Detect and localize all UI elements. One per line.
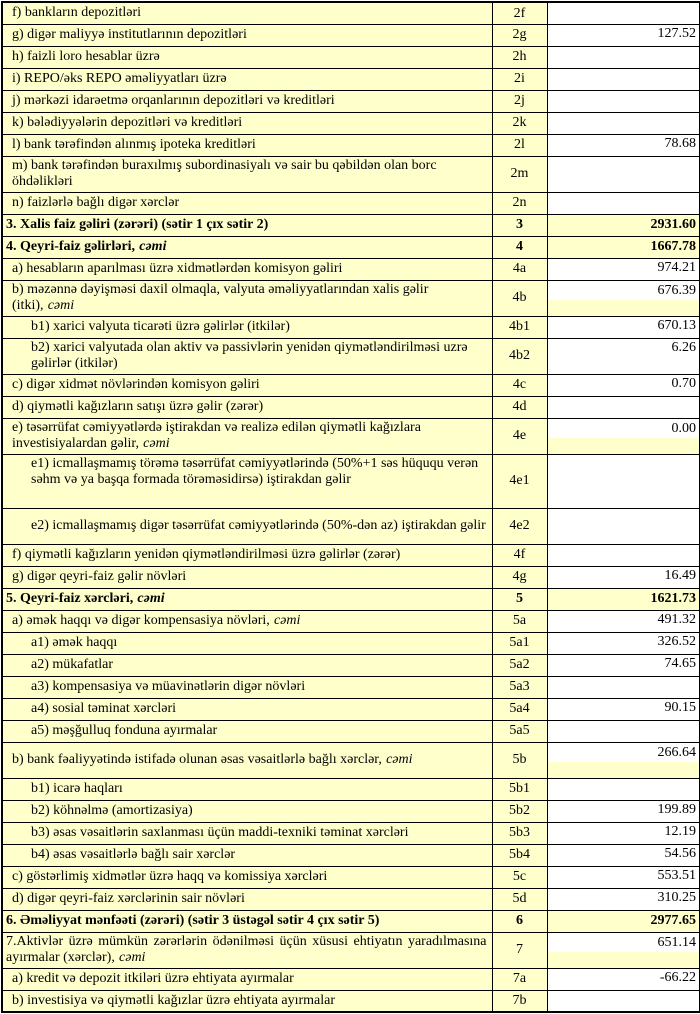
table-row bbox=[2, 316, 700, 338]
label-italic-suffix: cəmi bbox=[119, 950, 146, 966]
table-row bbox=[2, 888, 700, 910]
row-label bbox=[2, 632, 492, 654]
label-text: b1) xarici valyuta ticarəti üzrə gəlirlər (itkilər) bbox=[31, 318, 290, 334]
row-value: 491.32 bbox=[547, 610, 700, 632]
row-value: 54.56 bbox=[547, 844, 700, 866]
row-code: 5b bbox=[492, 742, 547, 778]
row-value: 974.21 bbox=[547, 258, 700, 280]
row-label bbox=[2, 610, 492, 632]
table-row bbox=[2, 720, 700, 742]
row-label bbox=[2, 374, 492, 396]
label-text: 5. Qeyri-faiz xərcləri, bbox=[6, 590, 134, 606]
row-code: 4 bbox=[492, 236, 547, 258]
label-text: b2) köhnəlmə (amortizasiya) bbox=[31, 802, 193, 818]
row-code: 3 bbox=[492, 214, 547, 236]
row-code: 2k bbox=[492, 112, 547, 134]
label-text: n) faizlərlə bağlı digər xərclər bbox=[12, 194, 180, 210]
row-code: 5d bbox=[492, 888, 547, 910]
row-label bbox=[2, 280, 492, 316]
label-text: h) faizli loro hesablar üzrə bbox=[12, 48, 160, 64]
row-value bbox=[547, 990, 700, 1012]
table-row bbox=[2, 508, 700, 544]
row-code: 5b2 bbox=[492, 800, 547, 822]
row-value bbox=[547, 508, 700, 544]
label-text: a3) kompensasiya və müavinətlərin digər növləri bbox=[31, 678, 306, 694]
table-row bbox=[2, 866, 700, 888]
row-value: 78.68 bbox=[547, 134, 700, 156]
label-text: a) hesabların aparılması üzrə xidmətlərdən komisyon gəliri bbox=[12, 260, 343, 276]
row-value bbox=[547, 112, 700, 134]
value-box: 266.64 bbox=[548, 743, 700, 762]
row-label bbox=[2, 720, 492, 742]
row-value bbox=[547, 544, 700, 566]
row-code: 2m bbox=[492, 156, 547, 192]
table-row bbox=[2, 418, 700, 454]
table-row bbox=[2, 968, 700, 990]
row-code: 5a bbox=[492, 610, 547, 632]
row-label bbox=[2, 46, 492, 68]
row-label bbox=[2, 134, 492, 156]
row-code: 5b4 bbox=[492, 844, 547, 866]
table-row bbox=[2, 610, 700, 632]
row-value bbox=[547, 68, 700, 90]
row-code: 2n bbox=[492, 192, 547, 214]
row-value bbox=[547, 156, 700, 192]
row-label bbox=[2, 888, 492, 910]
label-text: b) məzənnə dəyişməsi daxil olmaqla, valyuta əməliyyatlarından xalis gəlir (itki), bbox=[12, 281, 429, 314]
row-value bbox=[547, 280, 700, 316]
row-code: 5a2 bbox=[492, 654, 547, 676]
row-label bbox=[2, 742, 492, 778]
row-label bbox=[2, 214, 492, 236]
label-italic-suffix: cəmi bbox=[273, 612, 301, 628]
row-value bbox=[547, 90, 700, 112]
value-box: 676.39 bbox=[548, 281, 700, 300]
row-label bbox=[2, 910, 492, 932]
table-row bbox=[2, 544, 700, 566]
label-text: a4) sosial təminat xərcləri bbox=[31, 700, 176, 716]
row-code: 4d bbox=[492, 396, 547, 418]
row-code: 4b2 bbox=[492, 338, 547, 374]
row-code: 2h bbox=[492, 46, 547, 68]
row-value: 12.19 bbox=[547, 822, 700, 844]
row-code: 5a5 bbox=[492, 720, 547, 742]
table-row bbox=[2, 566, 700, 588]
row-code: 4c bbox=[492, 374, 547, 396]
row-value bbox=[547, 742, 700, 778]
row-value bbox=[547, 454, 700, 508]
table-row bbox=[2, 24, 700, 46]
table-row bbox=[2, 156, 700, 192]
table-row bbox=[2, 800, 700, 822]
row-value bbox=[547, 192, 700, 214]
row-code: 4e2 bbox=[492, 508, 547, 544]
row-code: 5a4 bbox=[492, 698, 547, 720]
table-row bbox=[2, 990, 700, 1012]
label-italic-suffix: cəmi bbox=[137, 590, 165, 606]
row-code: 4b1 bbox=[492, 316, 547, 338]
row-value: -66.22 bbox=[547, 968, 700, 990]
table-row bbox=[2, 2, 700, 24]
row-value: 326.52 bbox=[547, 632, 700, 654]
row-code: 5a1 bbox=[492, 632, 547, 654]
label-text: b) investisiya və qiymətli kağızlar üzrə ehtiyata ayırmalar bbox=[12, 992, 336, 1008]
row-value bbox=[547, 720, 700, 742]
table-row bbox=[2, 588, 700, 610]
label-text: b) bank fəaliyyətində istifadə olunan əsas vəsaitlərlə bağlı xərclər, bbox=[12, 751, 382, 767]
row-label bbox=[2, 90, 492, 112]
label-italic-suffix: cəmi bbox=[47, 298, 75, 314]
row-code: 7a bbox=[492, 968, 547, 990]
label-text: g) digər maliyyə institutlarının depozitləri bbox=[12, 26, 247, 42]
row-value bbox=[547, 778, 700, 800]
row-label bbox=[2, 2, 492, 24]
table-row bbox=[2, 68, 700, 90]
row-label bbox=[2, 68, 492, 90]
label-text: 4. Qeyri-faiz gəlirləri, bbox=[6, 238, 136, 254]
label-text: e) təsərrüfat cəmiyyətlərdə iştirakdan və realizə edilən qiymətli kağızlara investisiyalardan gəlir, bbox=[12, 419, 421, 452]
row-label bbox=[2, 800, 492, 822]
row-code: 5b3 bbox=[492, 822, 547, 844]
label-text: d) qiymətli kağızların satışı üzrə gəlir (zərər) bbox=[12, 398, 264, 414]
row-code: 4e bbox=[492, 418, 547, 454]
label-italic-suffix: cəmi bbox=[139, 238, 167, 254]
row-label bbox=[2, 192, 492, 214]
row-code: 2j bbox=[492, 90, 547, 112]
row-code: 4e1 bbox=[492, 454, 547, 508]
label-text: j) mərkəzi idarəetmə orqanlarının depozitləri və kreditləri bbox=[12, 92, 335, 108]
table-row bbox=[2, 822, 700, 844]
row-label bbox=[2, 654, 492, 676]
table-row bbox=[2, 742, 700, 778]
table-row bbox=[2, 214, 700, 236]
table-row bbox=[2, 46, 700, 68]
row-label bbox=[2, 316, 492, 338]
row-code: 5c bbox=[492, 866, 547, 888]
row-value: 74.65 bbox=[547, 654, 700, 676]
table-row bbox=[2, 844, 700, 866]
label-text: g) digər qeyri-faiz gəlir növləri bbox=[12, 568, 187, 584]
row-label bbox=[2, 338, 492, 374]
label-text: b3) əsas vəsaitlərin saxlanması üçün maddi-texniki təminat xərcləri bbox=[31, 824, 409, 840]
table-row bbox=[2, 236, 700, 258]
row-value: 2931.60 bbox=[547, 214, 700, 236]
label-text: f) qiymətli kağızların yenidən qiymətləndirilməsi üzrə gəlirlər (zərər) bbox=[12, 546, 401, 562]
row-label bbox=[2, 236, 492, 258]
row-code: 2g bbox=[492, 24, 547, 46]
label-text: d) digər qeyri-faiz xərclərinin sair növləri bbox=[12, 890, 245, 906]
label-text: 7.Aktivlər üzrə mümkün zərərlərin ödənilməsi üçün xüsusi ehtiyatın yaradılmasına ayırmalar (xərclər), bbox=[6, 933, 487, 966]
table-row bbox=[2, 280, 700, 316]
row-label bbox=[2, 676, 492, 698]
income-statement-table bbox=[1, 1, 700, 1013]
row-value: 16.49 bbox=[547, 566, 700, 588]
label-text: a5) məşğulluq fonduna ayırmalar bbox=[31, 722, 218, 738]
label-text: a) əmək haqqı və digər kompensasiya növləri, bbox=[12, 612, 270, 628]
row-label bbox=[2, 566, 492, 588]
row-label bbox=[2, 866, 492, 888]
value-box: 651.14 bbox=[548, 933, 700, 952]
table-row bbox=[2, 676, 700, 698]
row-label bbox=[2, 588, 492, 610]
table-row bbox=[2, 258, 700, 280]
row-label bbox=[2, 454, 492, 508]
row-value bbox=[547, 46, 700, 68]
row-value: 310.25 bbox=[547, 888, 700, 910]
row-code: 2i bbox=[492, 68, 547, 90]
row-value: 127.52 bbox=[547, 24, 700, 46]
label-text: b4) əsas vəsaitlərlə bağlı sair xərclər bbox=[31, 846, 236, 862]
table-body bbox=[2, 2, 700, 1012]
row-label bbox=[2, 508, 492, 544]
value-box: 0.00 bbox=[548, 419, 700, 438]
row-label bbox=[2, 778, 492, 800]
row-label bbox=[2, 932, 492, 968]
row-code: 4g bbox=[492, 566, 547, 588]
label-text: a1) əmək haqqı bbox=[31, 634, 118, 650]
row-label bbox=[2, 990, 492, 1012]
row-value bbox=[547, 676, 700, 698]
row-code: 7b bbox=[492, 990, 547, 1012]
row-code: 7 bbox=[492, 932, 547, 968]
label-text: e2) icmallaşmamış digər təsərrüfat cəmiyyətlərində (50%-dən az) iştirakdan gəlir bbox=[31, 517, 486, 533]
row-code: 2l bbox=[492, 134, 547, 156]
row-label bbox=[2, 544, 492, 566]
row-value: 199.89 bbox=[547, 800, 700, 822]
row-label bbox=[2, 24, 492, 46]
label-text: 3. Xalis faiz gəliri (zərəri) (sətir 1 çıx sətir 2) bbox=[6, 216, 269, 232]
row-label bbox=[2, 418, 492, 454]
row-code: 4a bbox=[492, 258, 547, 280]
row-value bbox=[547, 932, 700, 968]
table-row bbox=[2, 778, 700, 800]
label-italic-suffix: cəmi bbox=[143, 436, 170, 452]
row-value bbox=[547, 396, 700, 418]
table-row bbox=[2, 910, 700, 932]
label-text: b2) xarici valyutada olan aktiv və passivlərin yenidən qiymətləndirilməsi uzrə gəlirlər (itkilər) bbox=[31, 339, 468, 372]
row-code: 4f bbox=[492, 544, 547, 566]
row-label bbox=[2, 396, 492, 418]
row-label bbox=[2, 968, 492, 990]
row-value: 670.13 bbox=[547, 316, 700, 338]
row-label bbox=[2, 156, 492, 192]
table-row bbox=[2, 338, 700, 374]
row-label bbox=[2, 258, 492, 280]
table-row bbox=[2, 632, 700, 654]
row-value: 90.15 bbox=[547, 698, 700, 720]
row-value bbox=[547, 418, 700, 454]
label-text: e1) icmallaşmamış törəmə təsərrüfat cəmiyyətlərində (50%+1 səs hüququ verən səhm və ya başqa formada törəməsidirsə) iştirakdan gəlir bbox=[31, 455, 479, 488]
row-code: 5b1 bbox=[492, 778, 547, 800]
table-row bbox=[2, 454, 700, 508]
label-text: a) kredit və depozit itkiləri üzrə ehtiyata ayırmalar bbox=[12, 970, 294, 986]
table-row bbox=[2, 932, 700, 968]
row-code: 4b bbox=[492, 280, 547, 316]
row-label bbox=[2, 698, 492, 720]
label-text: c) digər xidmət növlərindən komisyon gəliri bbox=[12, 376, 260, 392]
row-label bbox=[2, 844, 492, 866]
table-row bbox=[2, 134, 700, 156]
row-value bbox=[547, 2, 700, 24]
row-value: 2977.65 bbox=[547, 910, 700, 932]
label-text: f) bankların depozitləri bbox=[12, 4, 142, 20]
label-text: c) göstərlimiş xidmətlər üzrə haqq və komissiya xərcləri bbox=[12, 868, 328, 884]
row-value: 1621.73 bbox=[547, 588, 700, 610]
label-text: a2) mükafatlar bbox=[31, 656, 114, 672]
table-row bbox=[2, 654, 700, 676]
table-row bbox=[2, 192, 700, 214]
row-code: 5a3 bbox=[492, 676, 547, 698]
row-value: 0.70 bbox=[547, 374, 700, 396]
row-value: 553.51 bbox=[547, 866, 700, 888]
label-text: m) bank tərəfindən buraxılmış subordinasiyalı və sair bu qəbildən olan borc öhdəlikləri bbox=[12, 157, 437, 190]
row-code: 5 bbox=[492, 588, 547, 610]
row-label bbox=[2, 112, 492, 134]
row-label bbox=[2, 822, 492, 844]
table-row bbox=[2, 374, 700, 396]
row-code: 6 bbox=[492, 910, 547, 932]
label-italic-suffix: cəmi bbox=[386, 751, 413, 767]
label-text: i) REPO/əks REPO əməliyyatları üzrə bbox=[12, 70, 227, 86]
row-value: 6.26 bbox=[547, 338, 700, 374]
table-row bbox=[2, 396, 700, 418]
label-text: l) bank tərəfindən alınmış ipoteka kreditləri bbox=[12, 136, 256, 152]
label-text: b1) icarə haqları bbox=[31, 780, 123, 796]
table-row bbox=[2, 698, 700, 720]
row-code: 2f bbox=[492, 2, 547, 24]
label-text: k) bələdiyyələrin depozitləri və kreditləri bbox=[12, 114, 243, 130]
label-text: 6. Əməliyyat mənfəəti (zərəri) (sətir 3 üstəgəl sətir 4 çıx sətir 5) bbox=[6, 912, 380, 928]
row-value: 1667.78 bbox=[547, 236, 700, 258]
table-row bbox=[2, 112, 700, 134]
table-row bbox=[2, 90, 700, 112]
